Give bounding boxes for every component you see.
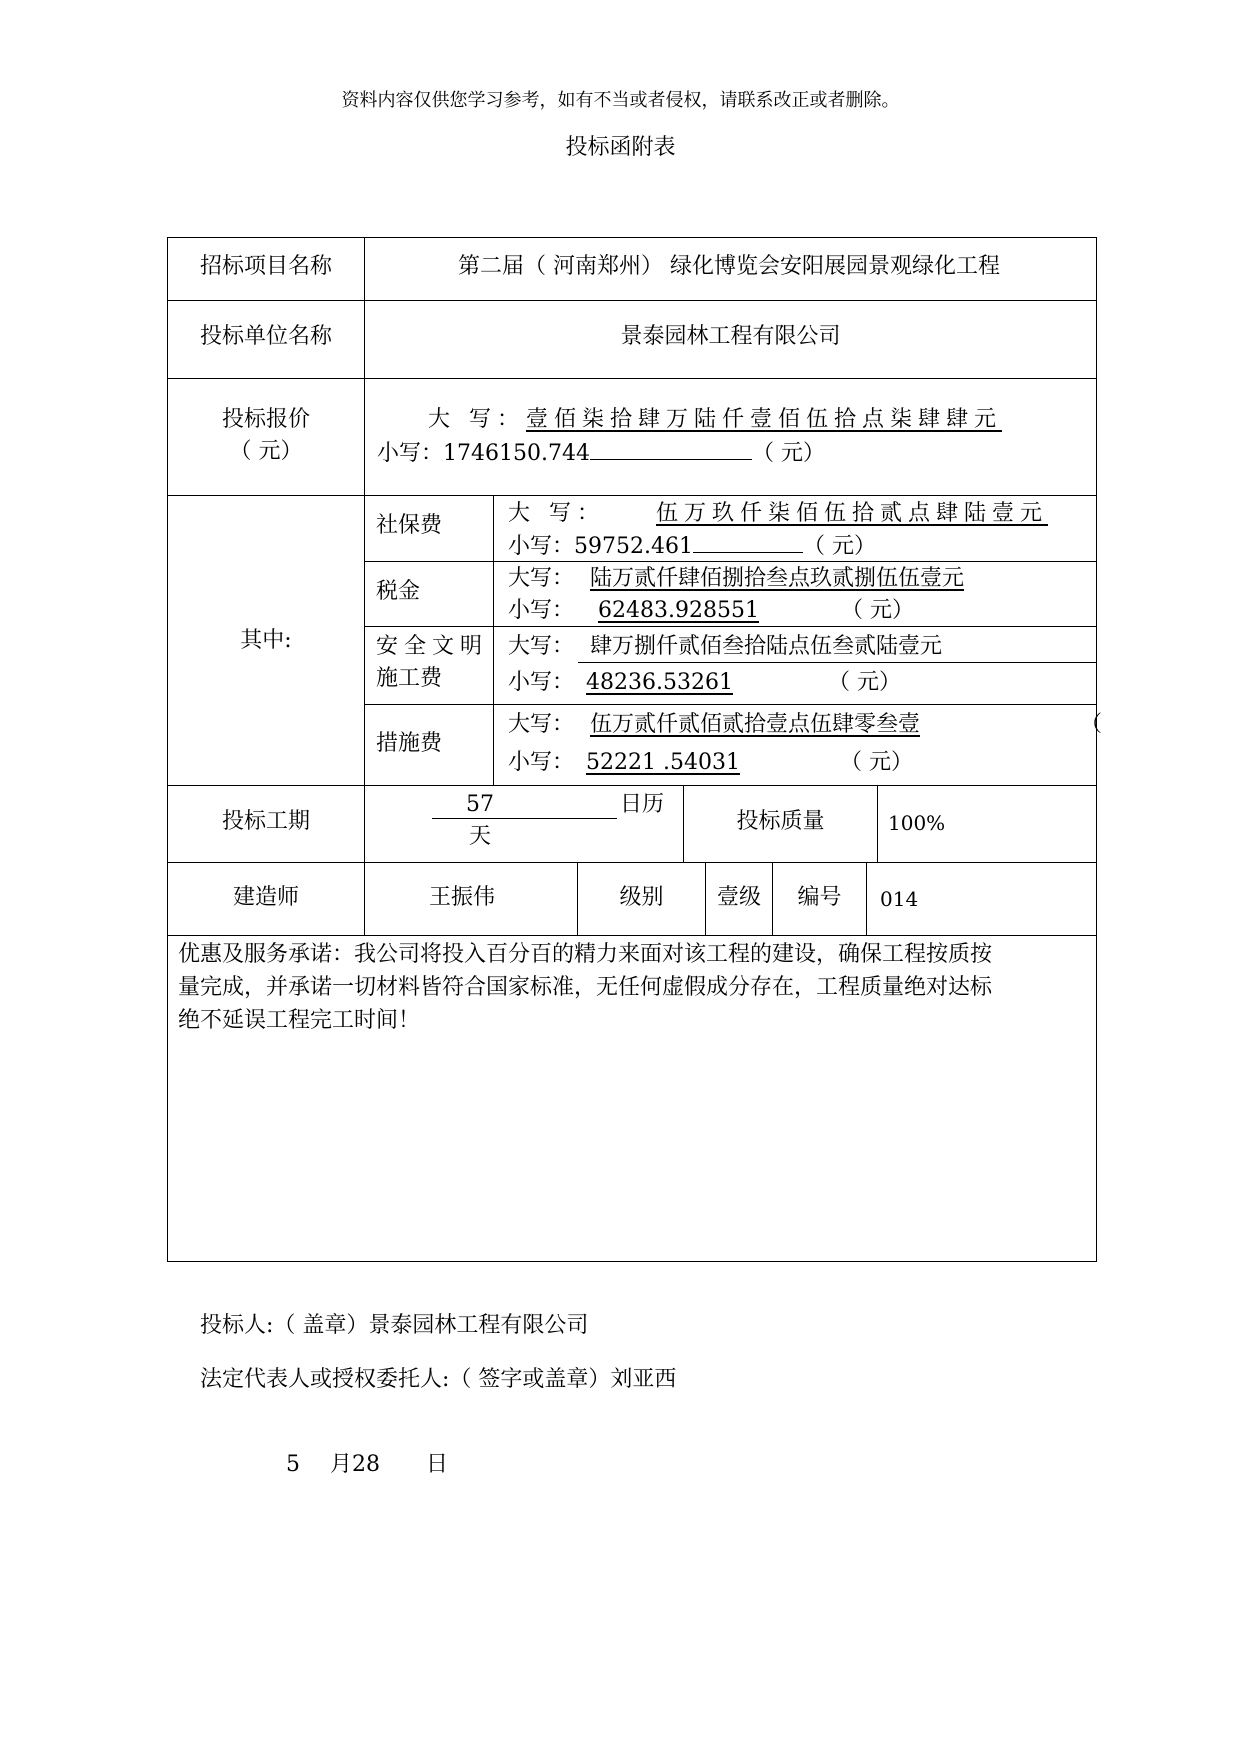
period-unit: 日历 [620, 792, 665, 817]
social-insurance-label: 社保费 [376, 513, 443, 538]
column-divider [866, 862, 867, 935]
underline-blank [590, 439, 752, 460]
promise-line1: 优惠及服务承诺：我公司将投入百分百的精力来面对该工程的建设，确保工程按质按 [178, 942, 993, 967]
footer-date [286, 1447, 448, 1478]
footer-bidder: 投标人:（ 盖章）景泰园林工程有限公司 [200, 1313, 589, 1338]
social-insurance-lower-unit: （ 元） [803, 534, 876, 559]
promise-line3: 绝不延误工程完工时间！ [178, 1008, 421, 1033]
period-days: 57 [466, 792, 494, 817]
builder-label: 建造师 [232, 885, 299, 910]
social-insurance-lower [508, 532, 876, 560]
row-divider [168, 935, 1096, 936]
copyright-notice: 资料内容仅供您学习参考，如有不当或者侵权，请联系改正或者删除。 [341, 90, 900, 111]
project-value: 第二届（ 河南郑州） 绿化博览会安阳展园景观绿化工程 [458, 254, 1000, 279]
bid-appendix-table [167, 237, 1103, 1262]
row-divider [365, 704, 1096, 705]
row-divider [168, 785, 1096, 786]
bidder-value: 景泰园林工程有限公司 [620, 324, 841, 349]
social-insurance-lower-value: 59752.461 [574, 534, 693, 559]
tax-lower-prefix: 小写： [508, 598, 575, 623]
social-insurance-upper-prefix: 大 写： [508, 501, 605, 526]
page-title: 投标函附表 [565, 135, 676, 160]
price-upper-value: 壹佰柒拾肆万陆仟壹佰伍拾点柒肆肆元 [526, 407, 1003, 432]
social-insurance-lower-prefix: 小写： [508, 534, 575, 559]
safety-lower-unit: （ 元） [827, 670, 901, 695]
promise-line2: 量完成，并承诺一切材料皆符合国家标准，无任何虚假成分存在，工程质量绝对达标 [178, 975, 993, 1000]
builder-name: 王振伟 [429, 885, 496, 910]
measures-lower-prefix: 小写： [508, 750, 575, 775]
column-divider [877, 785, 878, 862]
level-label: 级别 [619, 885, 664, 910]
price-label: 投标报价 [221, 407, 310, 432]
safety-label-line1: 安全文明 [376, 634, 489, 659]
row-divider [168, 862, 1096, 863]
measures-upper-value: 伍万贰仟贰佰贰拾壹点伍肆零叁壹 [590, 712, 921, 737]
bidder-label: 投标单位名称 [199, 324, 332, 349]
measures-upper-suffix: （ [1080, 712, 1103, 737]
safety-lower-prefix: 小写： [508, 670, 575, 695]
date-month-unit: 月 [330, 1452, 353, 1477]
date-month: 5 [286, 1452, 300, 1477]
safety-upper-prefix: 大写： [508, 634, 575, 659]
number-value: 014 [880, 887, 919, 911]
footer-representative: 法定代表人或授权委托人:（ 签字或盖章）刘亚西 [200, 1367, 677, 1392]
price-lower [377, 439, 825, 467]
safety-lower-value: 48236.53261 [586, 670, 733, 695]
underline-blank [578, 662, 1096, 663]
safety-lower [508, 670, 901, 696]
row-divider [168, 378, 1096, 379]
price-unit-label: （ 元） [229, 439, 303, 464]
tax-lower-value: 62483.928551 [598, 598, 759, 623]
period-unit2: 天 [468, 824, 491, 849]
measures-lower-value: 52221 .54031 [586, 750, 740, 775]
underline-blank [693, 532, 803, 553]
price-upper-prefix: 大 写： [428, 407, 525, 432]
price-lower-value: 1746150.744 [443, 441, 590, 466]
measures-label: 措施费 [376, 731, 443, 756]
price-lower-prefix: 小写： [377, 441, 444, 466]
quality-value: 100% [888, 811, 946, 835]
tax-lower-unit: （ 元） [840, 598, 914, 623]
tax-lower [508, 598, 914, 624]
level-value: 壹级 [716, 885, 761, 910]
price-lower-unit: （ 元） [751, 441, 825, 466]
row-divider [168, 495, 1096, 496]
row-divider [168, 300, 1096, 301]
measures-lower [508, 750, 913, 776]
number-label: 编号 [797, 885, 842, 910]
tax-label: 税金 [376, 579, 421, 604]
project-label: 招标项目名称 [199, 254, 332, 279]
row-divider [365, 626, 1096, 627]
tax-upper-value: 陆万贰仟肆佰捌拾叁点玖贰捌伍伍壹元 [590, 566, 965, 591]
period-label: 投标工期 [221, 809, 310, 834]
social-insurance-upper-value: 伍万玖仟柒佰伍拾贰点肆陆壹元 [656, 501, 1049, 526]
column-divider [493, 495, 494, 785]
measures-upper-prefix: 大写： [508, 712, 575, 737]
date-day: 28 [352, 1452, 381, 1477]
safety-upper-value: 肆万捌仟贰佰叁拾陆点伍叁贰陆壹元 [590, 634, 943, 659]
row-divider [365, 561, 1096, 562]
date-day-unit: 日 [426, 1452, 449, 1477]
tax-upper-prefix: 大写： [508, 566, 575, 591]
safety-label-line2: 施工费 [376, 666, 443, 691]
breakdown-label: 其中: [240, 628, 292, 653]
measures-lower-unit: （ 元） [839, 750, 913, 775]
quality-label: 投标质量 [736, 809, 825, 834]
